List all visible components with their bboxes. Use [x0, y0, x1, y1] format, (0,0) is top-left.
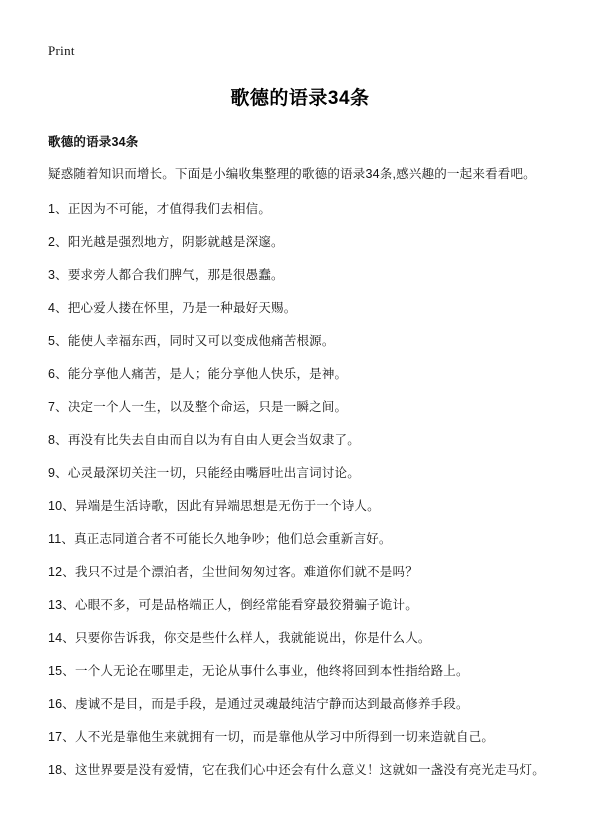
- quote-list: [46, 199, 554, 780]
- print-button[interactable]: Print: [48, 43, 75, 58]
- list-item: 12、我只不过是个漂泊者，尘世间匆匆过客。难道你们就不是吗？: [48, 565, 418, 580]
- list-item: 15、一个人无论在哪里走，无论从事什么事业，他终将回到本性指给路上。: [48, 664, 469, 679]
- list-item: 17、人不光是靠他生来就拥有一切，而是靠他从学习中所得到一切来造就自己。: [48, 730, 495, 745]
- list-item: 3、要求旁人都合我们脾气，那是很愚蠢。: [48, 268, 284, 283]
- list-item: 10、异端是生活诗歌，因此有异端思想是无伤于一个诗人。: [48, 499, 380, 514]
- list-item: 13、心眼不多，可是品格端正人，倒经常能看穿最狡猾骗子诡计。: [48, 598, 418, 613]
- list-item: 5、能使人幸福东西，同时又可以变成他痛苦根源。: [48, 334, 335, 349]
- list-item: 14、只要你告诉我，你交是些什么样人，我就能说出，你是什么人。: [48, 631, 431, 646]
- list-item: 11、真正志同道合者不可能长久地争吵；他们总会重新言好。: [48, 532, 392, 547]
- list-item: 7、决定一个人一生，以及整个命运，只是一瞬之间。: [48, 400, 348, 415]
- document-intro: 疑惑随着知识而增长。下面是小编收集整理的歌德的语录34条,感兴趣的一起来看看吧。: [48, 167, 536, 181]
- list-item: 6、能分享他人痛苦，是人；能分享他人快乐，是神。: [48, 367, 348, 382]
- document-subtitle: 歌德的语录34条: [48, 135, 139, 149]
- list-item: 1、正因为不可能，才值得我们去相信。: [48, 202, 272, 217]
- list-item: 8、再没有比失去自由而自以为有自由人更会当奴隶了。: [48, 433, 360, 448]
- list-item: 18、这世界要是没有爱情，它在我们心中还会有什么意义！这就如一盏没有亮光走马灯。: [48, 763, 545, 778]
- list-item: 2、阳光越是强烈地方，阴影就越是深邃。: [48, 235, 284, 250]
- page-title: 歌德的语录34条: [230, 88, 370, 109]
- list-item: 9、心灵最深切关注一切，只能经由嘴唇吐出言词讨论。: [48, 466, 360, 481]
- list-item: 16、虔诚不是目，而是手段，是通过灵魂最纯洁宁静而达到最高修养手段。: [48, 697, 469, 712]
- list-item: 4、把心爱人搂在怀里，乃是一种最好天赐。: [48, 301, 297, 316]
